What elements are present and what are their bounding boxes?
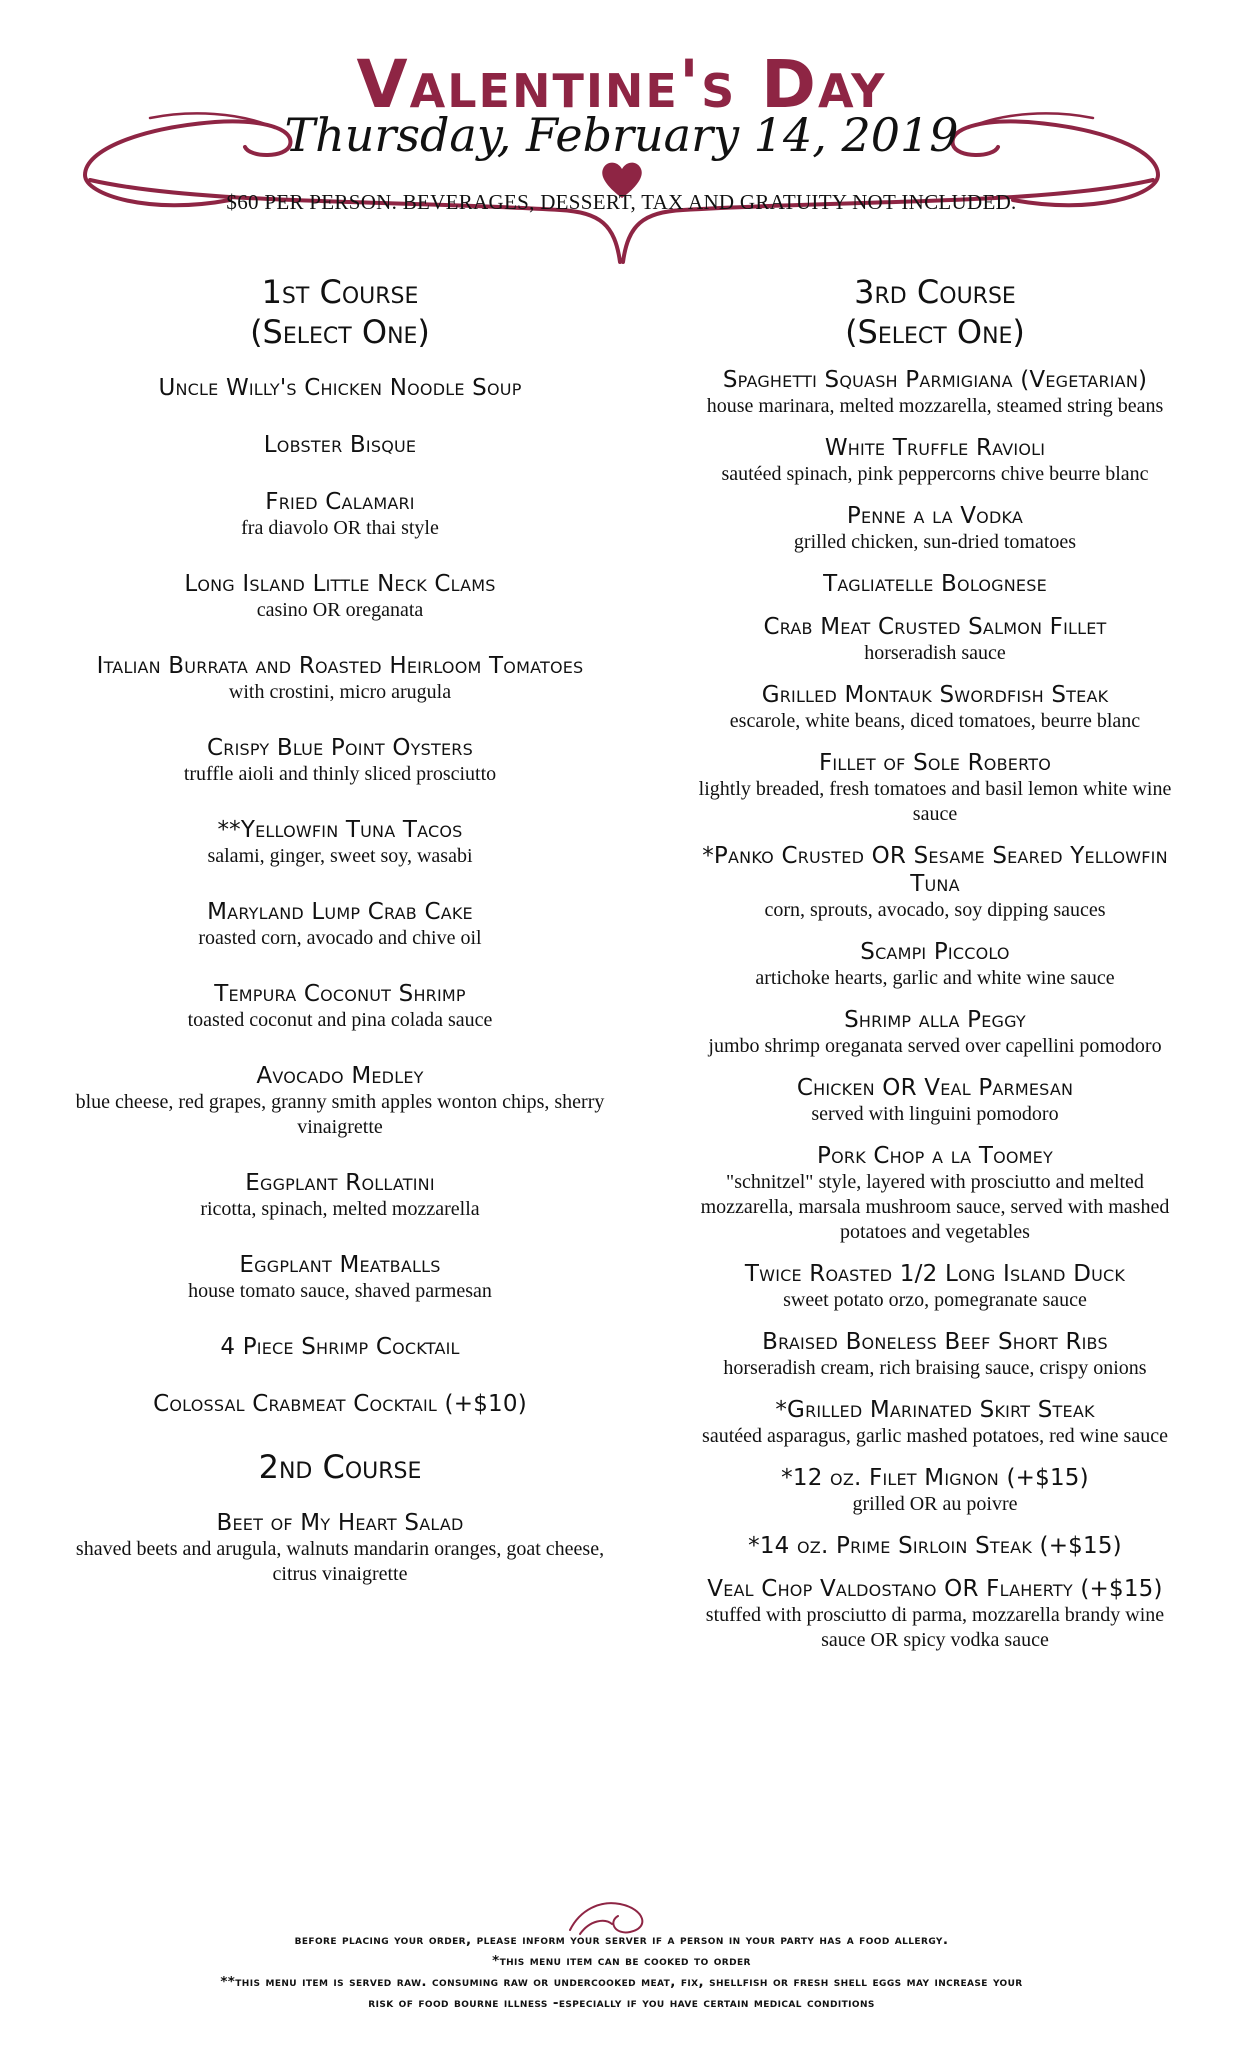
course3-subtitle: (Select One) <box>845 313 1025 351</box>
menu-item-description: with crostini, micro arugula <box>228 681 452 703</box>
menu-item-name: Braised Boneless Beef Short Ribs <box>762 1329 1108 1355</box>
menu-item-description: salami, ginger, sweet soy, wasabi <box>207 845 473 867</box>
menu-item-description: fra diavolo OR thai style <box>241 517 439 539</box>
menu-item <box>70 980 610 1033</box>
menu-item <box>690 502 1180 555</box>
menu-item <box>690 938 1180 991</box>
menu-item <box>70 374 610 402</box>
menu-item <box>70 488 610 541</box>
menu-item-name: Lobster Bisque <box>263 432 417 458</box>
menu-item-description: lightly breaded, fresh tomatoes and basil lemon white wine sauce <box>698 778 1172 825</box>
menu-item <box>70 1251 610 1304</box>
menu-item <box>690 1074 1180 1127</box>
menu-item-name: Chicken OR Veal Parmesan <box>796 1075 1074 1101</box>
menu-item-name: **Yellowfin Tuna Tacos <box>217 817 463 843</box>
menu-item-description: sautéed spinach, pink peppercorns chive beurre blanc <box>721 463 1149 485</box>
course2-heading <box>70 1447 610 1487</box>
menu-item-description: shaved beets and arugula, walnuts mandarin oranges, goat cheese, citrus vinaigrette <box>75 1538 605 1585</box>
menu-item <box>70 734 610 787</box>
menu-item-description: "schnitzel" style, layered with prosciutto and melted mozzarella, marsala mushroom sauce, served with mashed potatoes and vegetables <box>700 1171 1170 1243</box>
menu-item-description: house tomato sauce, shaved parmesan <box>188 1280 492 1302</box>
menu-item-name: Tempura Coconut Shrimp <box>214 981 466 1007</box>
menu-item <box>70 1509 610 1587</box>
menu-item-name: Fried Calamari <box>265 489 415 515</box>
menu-item-name: White Truffle Ravioli <box>824 435 1046 461</box>
menu-item-name: Penne a la Vodka <box>846 503 1024 529</box>
menu-item-name: *14 oz. Prime Sirloin Steak (+$15) <box>748 1533 1122 1559</box>
course1-heading <box>70 272 610 352</box>
menu-item-description: served with linguini pomodoro <box>811 1103 1059 1125</box>
menu-item-description: grilled chicken, sun-dried tomatoes <box>793 531 1077 553</box>
menu-item-description: truffle aioli and thinly sliced prosciutto <box>183 763 497 785</box>
menu-item-description: grilled OR au poivre <box>852 1493 1018 1515</box>
allergy-footer <box>0 1930 1243 2014</box>
menu-item <box>70 898 610 951</box>
menu-item <box>690 613 1180 666</box>
menu-item <box>690 1142 1180 1245</box>
menu-item-name: Spaghetti Squash Parmigiana (Vegetarian) <box>722 367 1148 393</box>
menu-item-description: corn, sprouts, avocado, soy dipping sauces <box>764 899 1106 921</box>
menu-title: Valentine's Day <box>356 46 887 123</box>
menu-item-description: blue cheese, red grapes, granny smith apples wonton chips, sherry vinaigrette <box>75 1091 605 1138</box>
menu-item-description: sweet potato orzo, pomegranate sauce <box>783 1289 1087 1311</box>
menu-item <box>70 816 610 869</box>
footer-raw-note-cont: risk of food bourne illness -especially if you have certain medical conditions <box>368 1995 875 2011</box>
menu-item <box>690 1396 1180 1449</box>
menu-item-name: *12 oz. Filet Mignon (+$15) <box>781 1465 1089 1491</box>
course3-title: 3rd Course <box>854 273 1016 311</box>
menu-item <box>70 570 610 623</box>
menu-item <box>690 681 1180 734</box>
footer-raw-note: **this menu item is served raw. consuming raw or undercooked meat, fix, shellfish or fresh shell eggs may increase your <box>220 1974 1023 1990</box>
course1-title: 1st Course <box>261 273 419 311</box>
menu-date: Thursday, February 14, 2019 <box>284 108 959 162</box>
menu-item <box>70 431 610 459</box>
menu-item <box>690 1464 1180 1517</box>
menu-item-name: Avocado Medley <box>256 1063 424 1089</box>
course2-title: 2nd Course <box>258 1448 422 1486</box>
menu-item-description: sautéed asparagus, garlic mashed potatoes, red wine sauce <box>702 1425 1168 1447</box>
footer-cooked-note: *this menu item can be cooked to order <box>492 1953 751 1969</box>
menu-item <box>70 1062 610 1140</box>
menu-item-name: Crispy Blue Point Oysters <box>207 735 473 761</box>
menu-item <box>690 1260 1180 1313</box>
menu-item-name: Colossal Crabmeat Cocktail (+$10) <box>153 1391 527 1417</box>
menu-item-name: 4 Piece Shrimp Cocktail <box>220 1334 460 1360</box>
menu-item <box>70 1169 610 1222</box>
menu-item-name: Shrimp alla Peggy <box>844 1007 1026 1033</box>
menu-item <box>70 1333 610 1361</box>
course3-heading <box>690 272 1180 352</box>
left-column <box>70 272 610 1616</box>
menu-item-name: Pork Chop a la Toomey <box>817 1143 1053 1169</box>
menu-item-description: casino OR oreganata <box>256 599 424 621</box>
menu-item-name: *Grilled Marinated Skirt Steak <box>775 1397 1095 1423</box>
menu-item-description: escarole, white beans, diced tomatoes, beurre blanc <box>729 710 1141 732</box>
menu-item-description: horseradish sauce <box>864 642 1006 664</box>
course1-items <box>70 374 610 1418</box>
menu-item-description: stuffed with prosciutto di parma, mozzarella brandy wine sauce OR spicy vodka sauce <box>705 1604 1165 1651</box>
menu-item-name: Long Island Little Neck Clams <box>184 571 496 597</box>
menu-item <box>690 1006 1180 1059</box>
right-column <box>690 272 1180 1668</box>
menu-item <box>690 1328 1180 1381</box>
menu-item <box>690 366 1180 419</box>
menu-header <box>0 0 1243 280</box>
menu-item-name: Eggplant Rollatini <box>245 1170 435 1196</box>
menu-item-description: roasted corn, avocado and chive oil <box>198 927 482 949</box>
swirl-icon <box>560 1890 680 1940</box>
menu-item-name: Beet of My Heart Salad <box>216 1510 464 1536</box>
course1-subtitle: (Select One) <box>250 313 430 351</box>
menu-item <box>690 434 1180 487</box>
menu-item-description: toasted coconut and pina colada sauce <box>187 1009 493 1031</box>
menu-item-name: Crab Meat Crusted Salmon Fillet <box>763 614 1107 640</box>
menu-item-description: artichoke hearts, garlic and white wine sauce <box>755 967 1115 989</box>
menu-item-description: house marinara, melted mozzarella, steamed string beans <box>706 395 1164 417</box>
menu-item-name: Maryland Lump Crab Cake <box>207 899 473 925</box>
course2-items <box>70 1509 610 1587</box>
menu-item <box>690 570 1180 598</box>
menu-item-name: Uncle Willy's Chicken Noodle Soup <box>158 375 522 401</box>
menu-item-description: ricotta, spinach, melted mozzarella <box>200 1198 480 1220</box>
course3-items <box>690 366 1180 1653</box>
menu-item-description: horseradish cream, rich braising sauce, crispy onions <box>723 1357 1147 1379</box>
menu-item-name: Twice Roasted 1/2 Long Island Duck <box>744 1261 1126 1287</box>
menu-item-name: *Panko Crusted OR Sesame Seared Yellowfin Tuna <box>702 843 1168 897</box>
menu-item <box>690 1575 1180 1653</box>
menu-item-name: Italian Burrata and Roasted Heirloom Tomatoes <box>96 653 584 679</box>
menu-item-name: Eggplant Meatballs <box>239 1252 441 1278</box>
menu-item <box>70 652 610 705</box>
menu-item-description: jumbo shrimp oreganata served over capellini pomodoro <box>708 1035 1162 1057</box>
menu-item <box>70 1390 610 1418</box>
menu-item-name: Fillet of Sole Roberto <box>819 750 1051 776</box>
menu-item-name: Scampi Piccolo <box>860 939 1010 965</box>
menu-item-name: Veal Chop Valdostano OR Flaherty (+$15) <box>707 1576 1163 1602</box>
menu-item <box>690 1532 1180 1560</box>
menu-item-name: Grilled Montauk Swordfish Steak <box>761 682 1109 708</box>
menu-item <box>690 749 1180 827</box>
menu-item-name: Tagliatelle Bolognese <box>823 571 1047 597</box>
menu-item <box>690 842 1180 923</box>
footer-allergy-note: before placing your order, please inform your server if a person in your party has a food allergy. <box>294 1932 949 1948</box>
price-note: $60 PER PERSON. BEVERAGES, DESSERT, TAX AND GRATUITY NOT INCLUDED. <box>226 190 1017 214</box>
